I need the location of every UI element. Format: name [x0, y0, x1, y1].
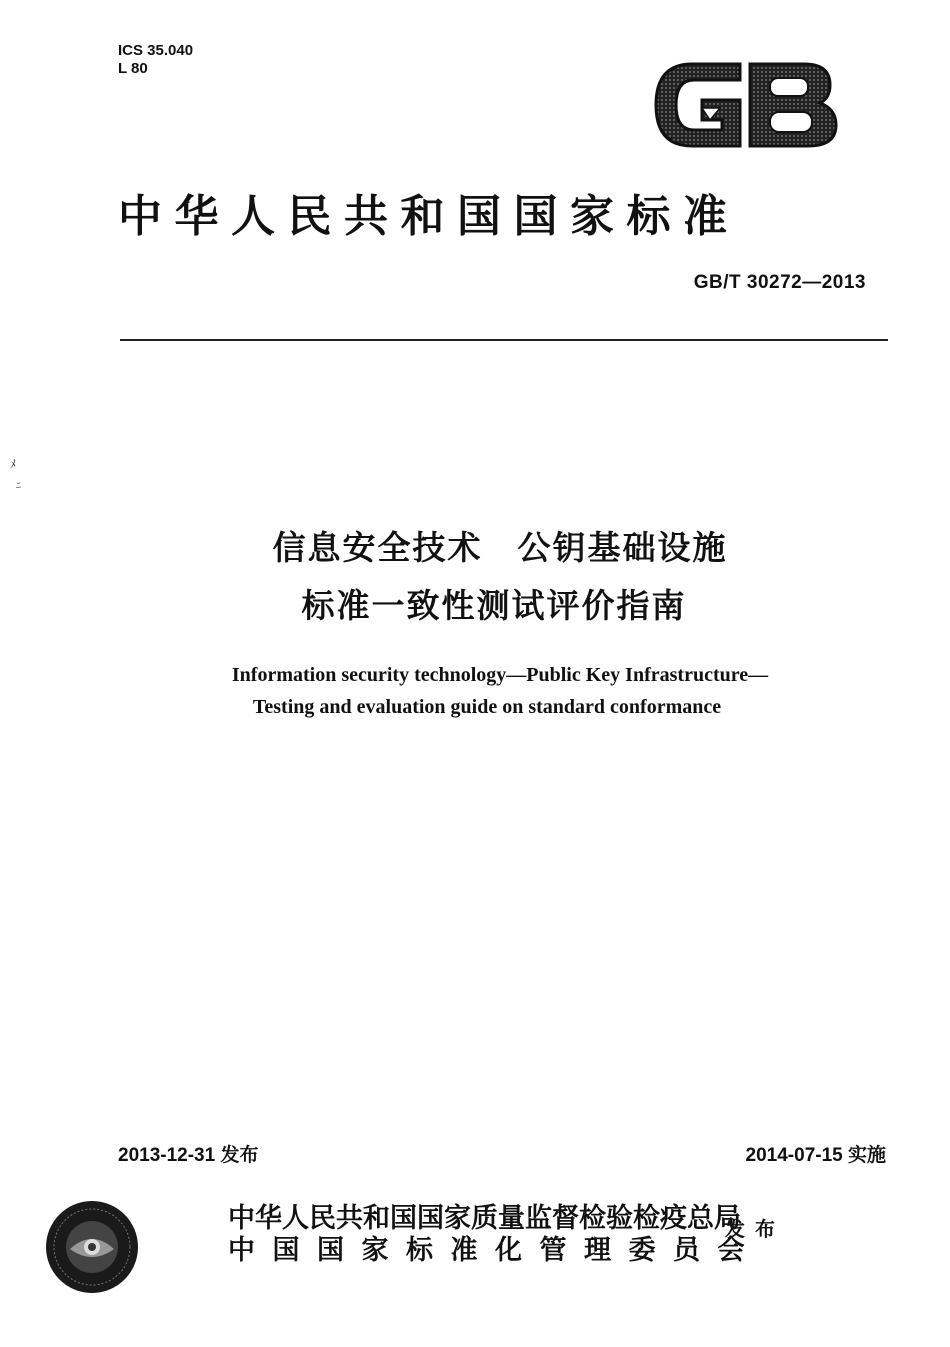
ccs-code: L 80 — [118, 60, 148, 77]
anti-counterfeit-seal-icon — [44, 1199, 140, 1295]
chinese-title-line-2: 标准一致性测试评价指南 — [301, 586, 687, 625]
english-title-line-2: Testing and evaluation guide on standard conformance — [252, 696, 722, 718]
standard-number: GB/T 30272—2013 — [693, 272, 866, 293]
ics-code: ICS 35.040 — [118, 42, 194, 59]
margin-mark: ﾆ — [16, 481, 21, 492]
issue-label: 发布 — [725, 1217, 785, 1241]
gb-logo-icon — [652, 58, 840, 152]
header-divider — [120, 339, 888, 341]
classification-codes — [118, 42, 193, 78]
publisher-line-1: 中华人民共和国国家质量监督检验检疫总局 — [228, 1203, 741, 1234]
issue-date: 2013-12-31 发布 — [118, 1145, 259, 1166]
logo-text: GB — [652, 58, 654, 59]
english-title-line-1: Information security technology—Public Key Infrastructure— — [231, 664, 769, 686]
effective-date: 2014-07-15 实施 — [745, 1145, 886, 1166]
publisher-line-2: 中国国家标准化管理委员会 — [228, 1235, 762, 1266]
standard-category: 中华人民共和国国家标准 — [118, 191, 740, 242]
chinese-title-line-1: 信息安全技术 公钥基础设施 — [272, 528, 728, 567]
margin-mark: ﾒ — [10, 457, 17, 471]
